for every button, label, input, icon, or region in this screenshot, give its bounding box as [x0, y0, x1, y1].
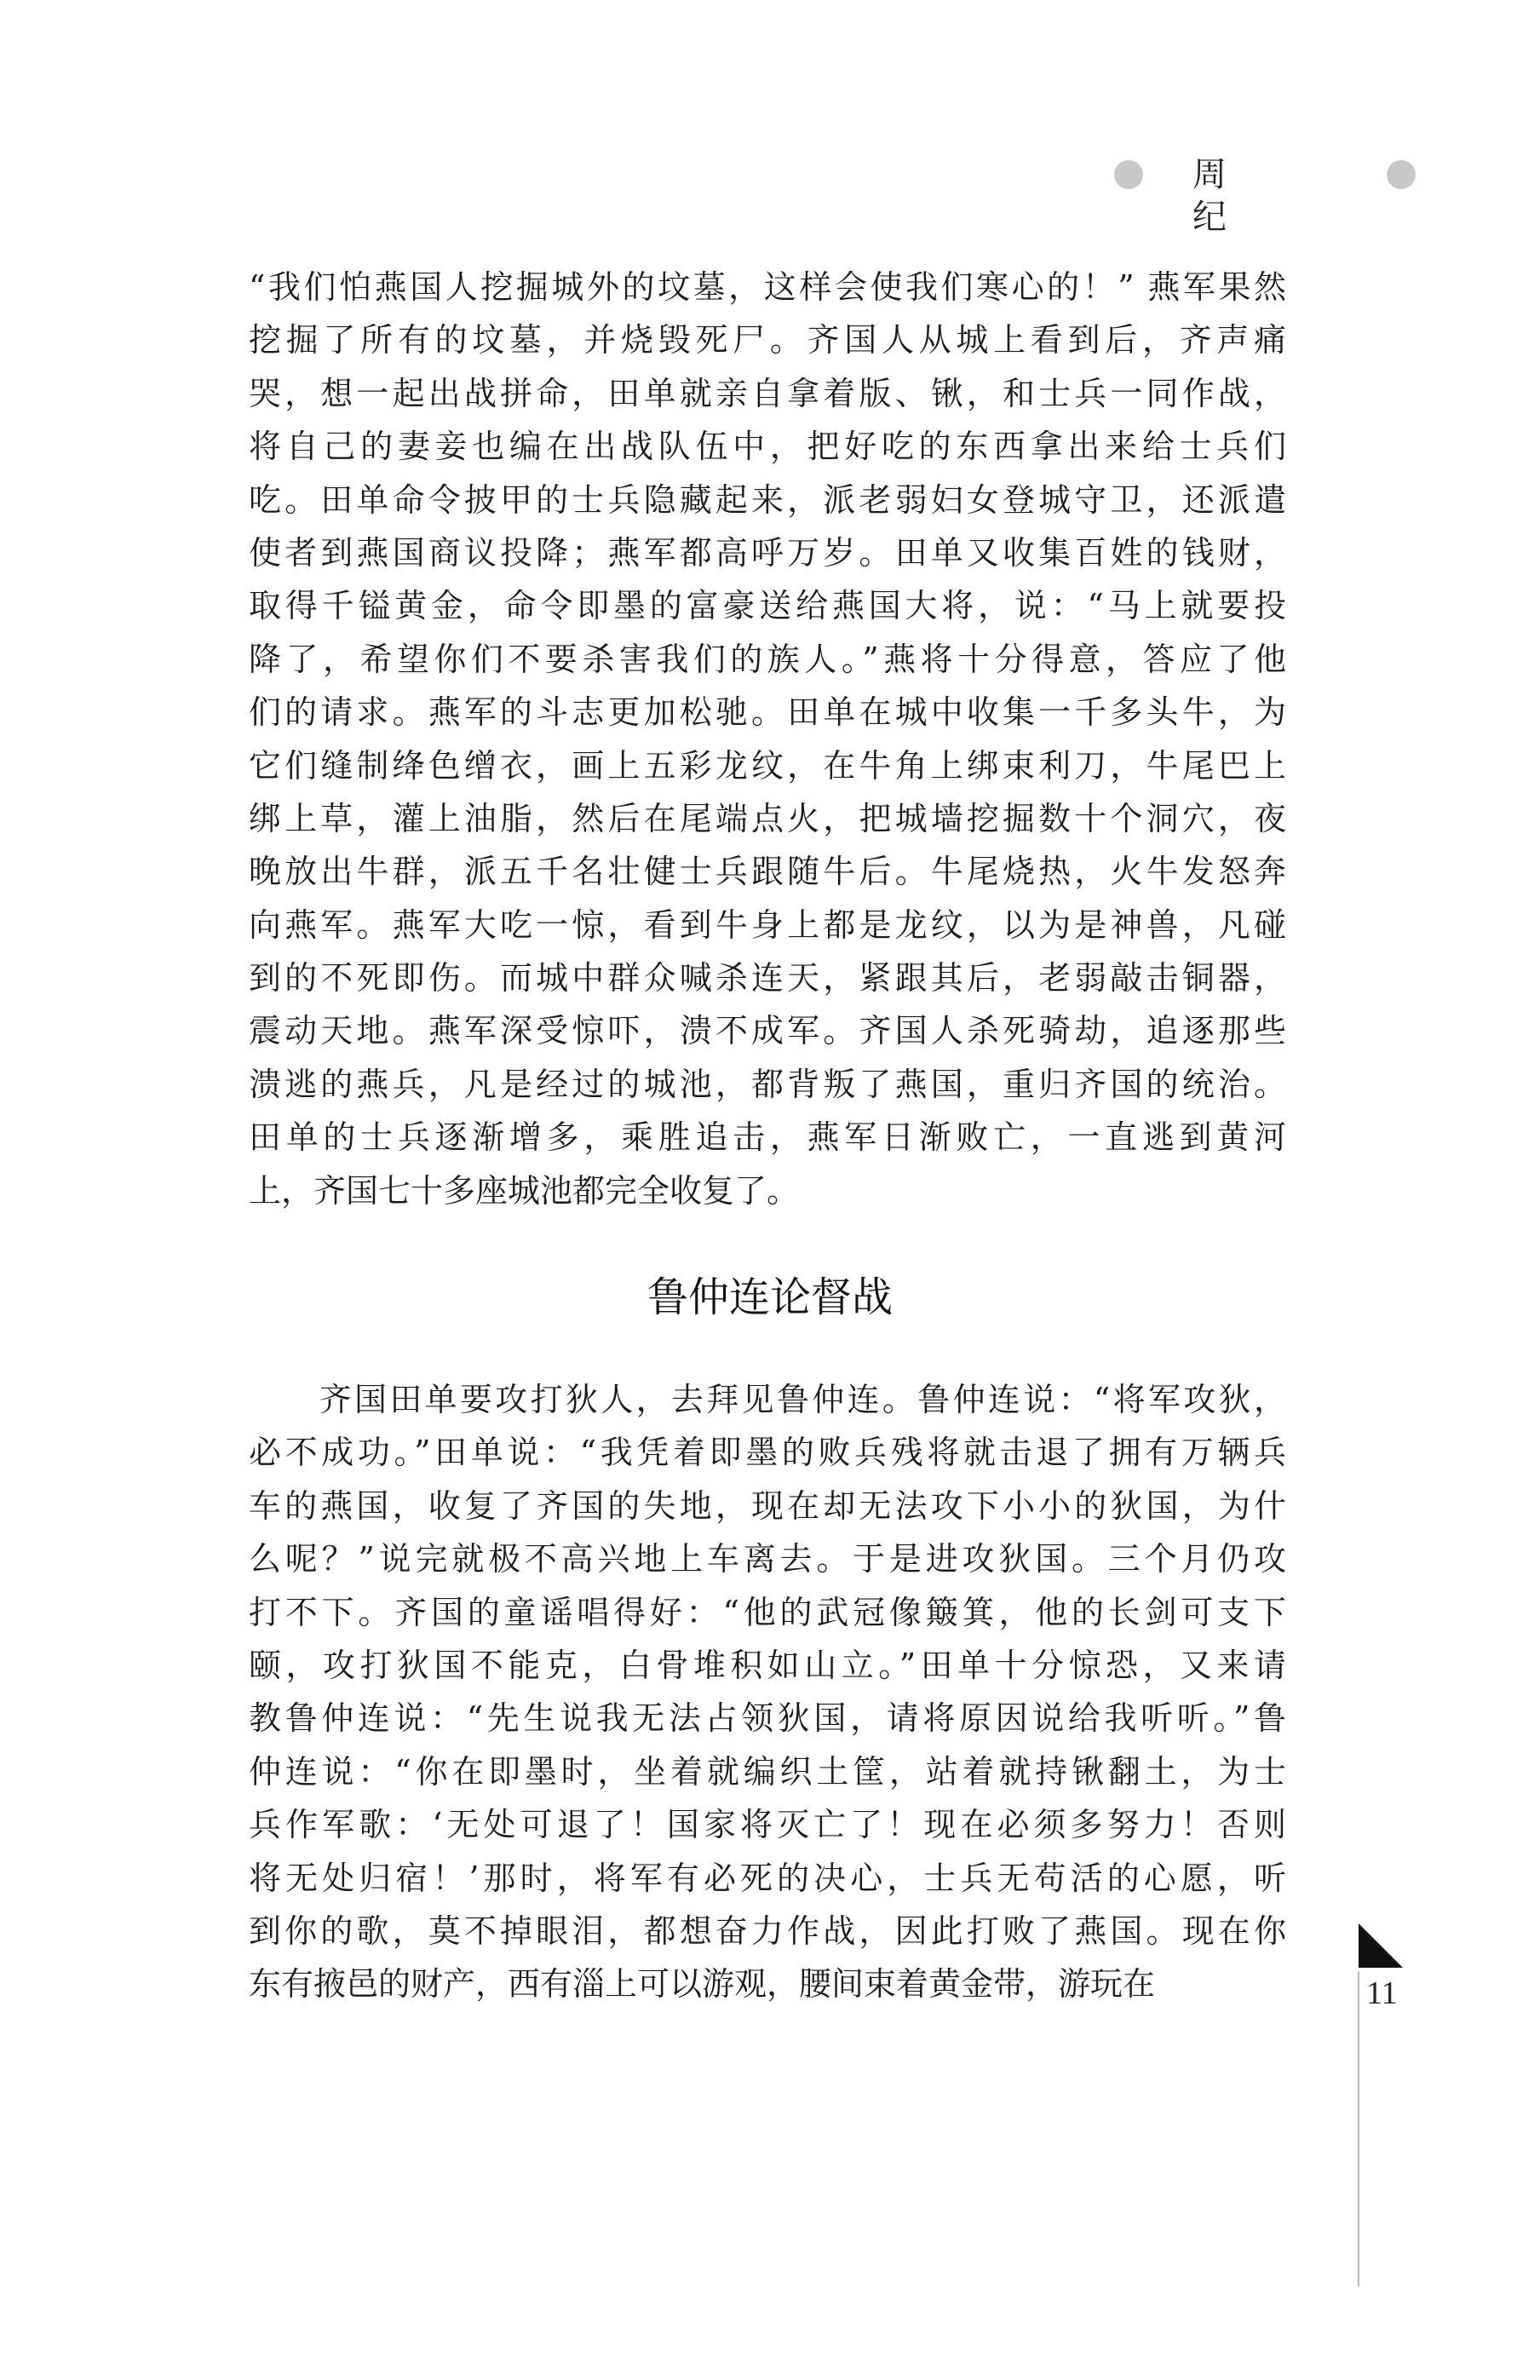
- header-title: 周纪: [1192, 155, 1291, 237]
- text-line: 上，齐国七十多座城池都完全收复了。: [249, 1171, 800, 1210]
- text-line: 田单的士兵逐渐增多，乘胜追击，燕军日渐败亡，一直逃到黄河: [249, 1118, 1286, 1157]
- text-line: 绑上草，灌上油脂，然后在尾端点火，把城墙挖掘数十个洞穴，夜: [249, 799, 1286, 837]
- text-line: 到你的歌，莫不掉眼泪，都想奋力作战，因此打败了燕国。现在你: [249, 1911, 1286, 1950]
- text-line: 教鲁仲连说：“先生说我无法占领狄国，请将原因说给我听听。”鲁: [249, 1699, 1286, 1738]
- text-line: 它们缝制绛色缯衣，画上五彩龙纹，在牛角上绑束利刀，牛尾巴上: [249, 746, 1286, 785]
- text-line: 取得千镒黄金，命令即墨的富豪送给燕国大将，说：“马上就要投: [249, 587, 1286, 625]
- text-line: 车的燕国，收复了齐国的失地，现在却无法攻下小小的狄国，为什: [249, 1486, 1286, 1525]
- text-line: 么呢？”说完就极不高兴地上车离去。于是进攻狄国。三个月仍攻: [249, 1540, 1286, 1578]
- paragraph-2: [249, 1373, 1286, 2011]
- text-line: 兵作军歌：‘无处可退了！国家将灭亡了！现在必须多努力！否则: [249, 1806, 1286, 1844]
- text-line: 吃。田单命令披甲的士兵隐藏起来，派老弱妇女登城守卫，还派遣: [249, 480, 1286, 519]
- text-line: 震动天地。燕军深受惊吓，溃不成军。齐国人杀死骑劫，追逐那些: [249, 1012, 1286, 1050]
- text-line: 将无处归宿！’那时，将军有必死的决心，士兵无苟活的心愿，听: [249, 1859, 1286, 1897]
- text-line: 齐国田单要攻打狄人，去拜见鲁仲连。鲁仲连说：“将军攻狄，: [249, 1381, 1286, 1418]
- text-line: 向燕军。燕军大吃一惊，看到牛身上都是龙纹，以为是神兽，凡碰: [249, 905, 1286, 944]
- text-line: 溃逃的燕兵，凡是经过的城池，都背叛了燕国，重归齐国的统治。: [249, 1065, 1286, 1103]
- text-line: 仲连说：“你在即墨时，坐着就编织土筐，站着就持锹翻土，为士: [249, 1752, 1286, 1791]
- text-line: 挖掘了所有的坟墓，并烧毁死尸。齐国人从城上看到后，齐声痛: [249, 321, 1286, 359]
- text-line: 晚放出牛群，派五千名壮健士兵跟随牛后。牛尾烧热，火牛发怒奔: [249, 853, 1286, 891]
- text-line: 颐，攻打狄国不能克，白骨堆积如山立。”田单十分惊恐，又来请: [249, 1646, 1286, 1684]
- paragraph-1: [249, 261, 1286, 1217]
- text-line: 东有掖邑的财产，西有淄上可以游观，腰间束着黄金带，游玩在: [249, 1965, 1156, 2003]
- decorative-dot-right-icon: [1387, 160, 1416, 189]
- text-line: 到的不死即伤。而城中群众喊杀连天，紧跟其后，老弱敲击铜器，: [249, 959, 1286, 997]
- text-line: 必不成功。”田单说：“我凭着即墨的败兵残将就击退了拥有万辆兵: [249, 1434, 1286, 1472]
- text-line: “我们怕燕国人挖掘城外的坟墓，这样会使我们寒心的！” 燕军果然: [249, 268, 1286, 306]
- text-line: 打不下。齐国的童谣唱得好：“他的武冠像簸箕，他的长剑可支下: [249, 1593, 1286, 1631]
- page-number: 11: [1366, 1975, 1398, 2011]
- side-rule: [1358, 1971, 1359, 2286]
- decorative-dot-left-icon: [1114, 160, 1143, 189]
- text-line: 降了，希望你们不要杀害我们的族人。”燕将十分得意，答应了他: [249, 640, 1286, 678]
- running-header: [1099, 145, 1422, 237]
- text-line: 们的请求。燕军的斗志更加松驰。田单在城中收集一千多头牛，为: [249, 693, 1286, 732]
- text-line: 将自己的妻妾也编在出战队伍中，把好吃的东西拿出来给士兵们: [249, 428, 1286, 466]
- section-title: 鲁仲连论督战: [646, 1273, 893, 1321]
- corner-triangle-icon: [1359, 1923, 1403, 1968]
- text-line: 使者到燕国商议投降；燕军都高呼万岁。田单又收集百姓的钱财，: [249, 533, 1286, 572]
- text-line: 哭，想一起出战拼命，田单就亲自拿着版、锹，和士兵一同作战，: [249, 374, 1286, 412]
